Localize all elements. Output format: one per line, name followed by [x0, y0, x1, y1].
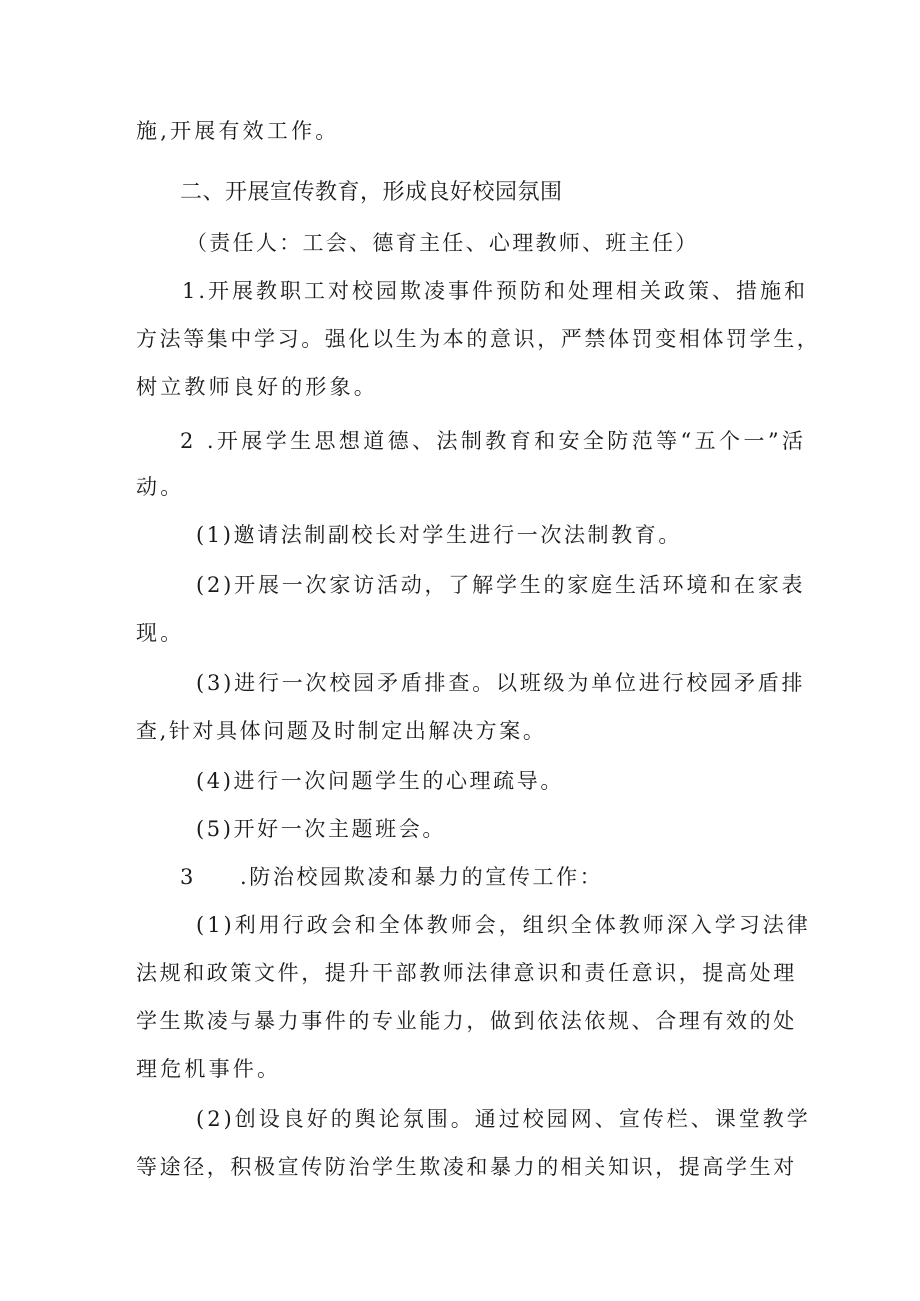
item-number: 3	[180, 865, 197, 889]
section-heading: 二、开展宣传教育，形成良好校园氛围	[180, 180, 563, 205]
paragraph-line: 理危机事件。	[136, 1057, 282, 1081]
responsible-persons: （责任人：工会、德育主任、心理教师、班主任）	[186, 231, 699, 255]
list-item: (4)进行一次问题学生的心理疏导。	[196, 769, 564, 793]
paragraph-line: 等途径，积极宣传防治学生欺凌和暴力的相关知识，提高学生对	[136, 1155, 797, 1179]
paragraph-line: 施,开展有效工作。	[136, 119, 340, 143]
list-item: (5)开好一次主题班会。	[196, 817, 446, 841]
paragraph-line: 法规和政策文件，提升干部教师法律意识和责任意识，提高处理	[136, 961, 797, 985]
paragraph-line: .防治校园欺凌和暴力的宣传工作：	[240, 865, 604, 889]
paragraph-line: 查,针对具体问题及时制定出解决方案。	[136, 719, 547, 743]
list-item: (3)进行一次校园矛盾排查。以班级为单位进行校园矛盾排	[196, 671, 806, 695]
list-item: (1)利用行政会和全体教师会，组织全体教师深入学习法律	[196, 913, 811, 937]
paragraph-line: 树立教师良好的形象。	[136, 375, 378, 399]
list-item: (1)邀请法制副校长对学生进行一次法制教育。	[196, 523, 682, 547]
paragraph-line: 现。	[136, 621, 185, 645]
paragraph-line: 2 .开展学生思想道德、法制教育和安全防范等“五个一”活	[180, 429, 807, 453]
paragraph-line: 方法等集中学习。强化以生为本的意识，严禁体罚变相体罚学生，	[136, 327, 821, 351]
paragraph-line: 学生欺凌与暴力事件的专业能力，做到依法依规、合理有效的处	[136, 1009, 797, 1033]
paragraph-line: 动。	[136, 475, 185, 499]
list-item: (2)开展一次家访活动，了解学生的家庭生活环境和在家表	[196, 573, 806, 597]
paragraph-line: 1.开展教职工对校园欺凌事件预防和处理相关政策、措施和	[182, 279, 809, 303]
list-item: (2)创设良好的舆论氛围。通过校园网、宣传栏、课堂教学	[196, 1107, 811, 1131]
